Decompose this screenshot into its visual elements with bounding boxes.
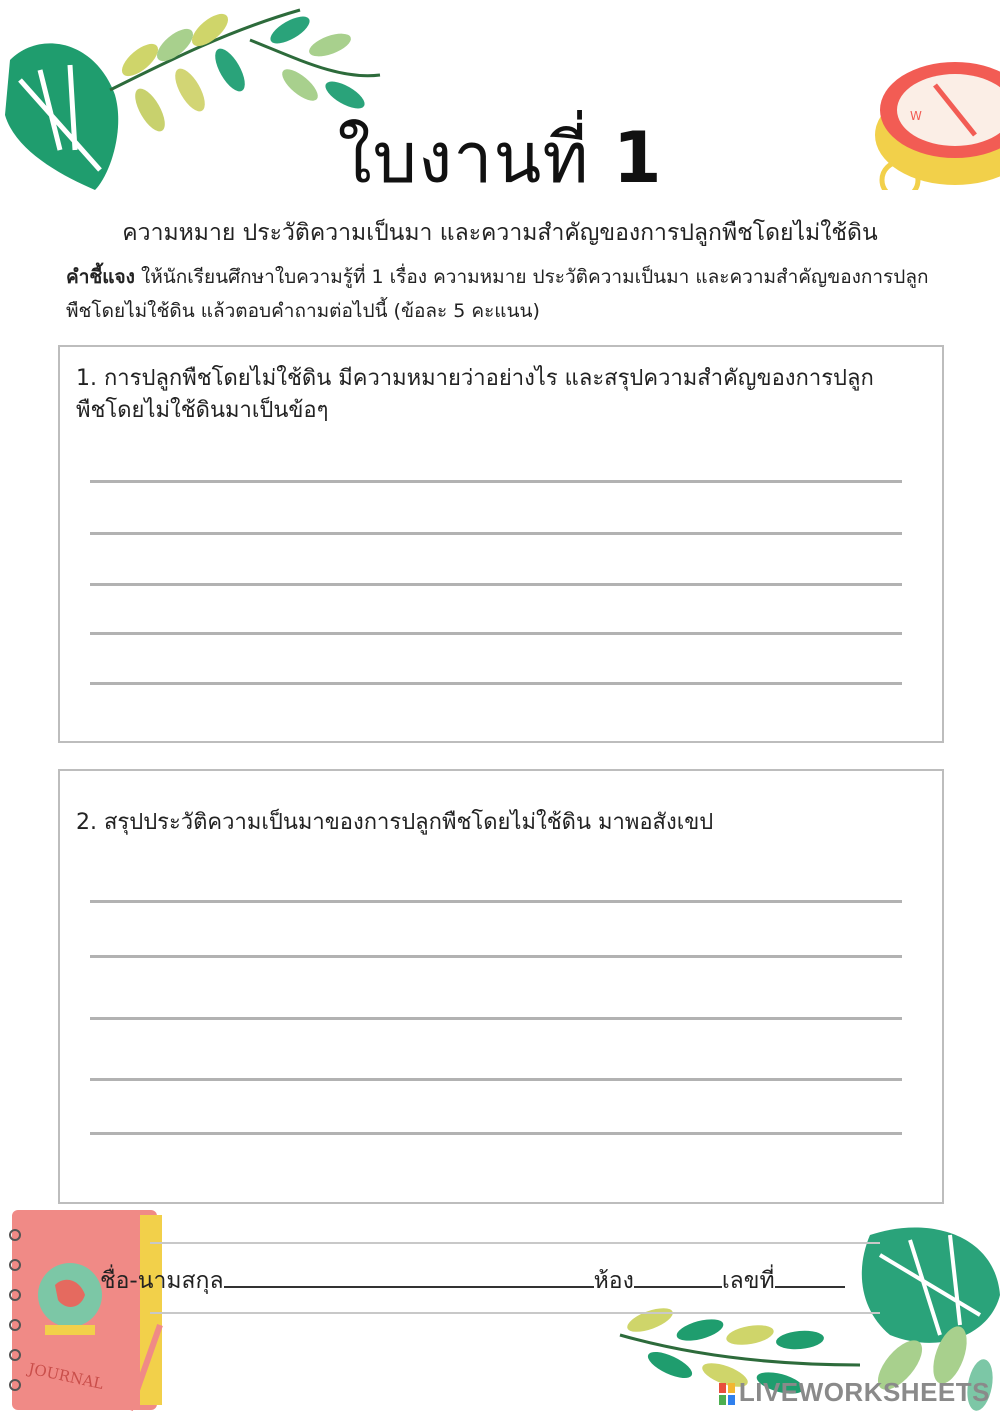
- page-title: [0, 108, 1000, 208]
- question-2-text: 2. สรุปประวัติความเป็นมาของการปลูกพืชโดยไม่ใช้ดิน มาพอสังเขป: [76, 810, 714, 835]
- name-label: ชื่อ-นามสกุล: [100, 1268, 224, 1294]
- number-field[interactable]: [775, 1264, 845, 1288]
- answer-line[interactable]: [90, 682, 902, 685]
- student-info-strip: [100, 1242, 880, 1314]
- instructions-lead: คำชี้แจง: [66, 266, 135, 288]
- answer-line[interactable]: [90, 632, 902, 635]
- answer-line[interactable]: [90, 1078, 902, 1081]
- number-label: เลขที่: [721, 1268, 775, 1294]
- liveworksheets-watermark: [719, 1377, 990, 1408]
- page-subtitle: ความหมาย ประวัติความเป็นมา และความสำคัญของการปลูกพืชโดยไม่ใช้ดิน: [122, 220, 878, 246]
- instructions-text: ให้นักเรียนศึกษาใบความรู้ที่ 1 เรื่อง ความหมาย ประวัติความเป็นมา และความสำคัญของการปลูกพืชโดยไม่ใช้ดิน แล้วตอบคำถามต่อไปนี้ (ข้อละ 5 คะแนน): [66, 266, 929, 322]
- title-prefix: ใบงานที่: [337, 117, 590, 199]
- answer-line[interactable]: [90, 1132, 902, 1135]
- svg-text:W: W: [910, 109, 922, 123]
- answer-line[interactable]: [90, 532, 902, 535]
- instructions: [66, 260, 946, 328]
- room-field[interactable]: [634, 1264, 722, 1288]
- answer-line[interactable]: [90, 955, 902, 958]
- leaf-sprig-icon: [250, 11, 380, 114]
- question-2-box: [58, 769, 944, 1204]
- question-1-box: [58, 345, 944, 743]
- watermark-text: LIVEWORKSHEETS: [738, 1377, 990, 1407]
- room-label: ห้อง: [593, 1268, 634, 1294]
- monstera-leaf-icon: [862, 1228, 1000, 1343]
- name-field[interactable]: [224, 1264, 594, 1288]
- journal-label: JOURNAL: [26, 1359, 106, 1393]
- answer-line[interactable]: [90, 583, 902, 586]
- answer-line[interactable]: [90, 900, 902, 903]
- liveworksheets-logo-icon: [719, 1383, 735, 1405]
- answer-line[interactable]: [90, 1017, 902, 1020]
- answer-line[interactable]: [90, 480, 902, 483]
- question-1-text: 1. การปลูกพืชโดยไม่ใช้ดิน มีความหมายว่าอย่างไร และสรุปความสำคัญของการปลูกพืชโดยไม่ใช้ดินมาเป็นข้อๆ: [76, 366, 874, 423]
- title-number: 1: [612, 117, 663, 199]
